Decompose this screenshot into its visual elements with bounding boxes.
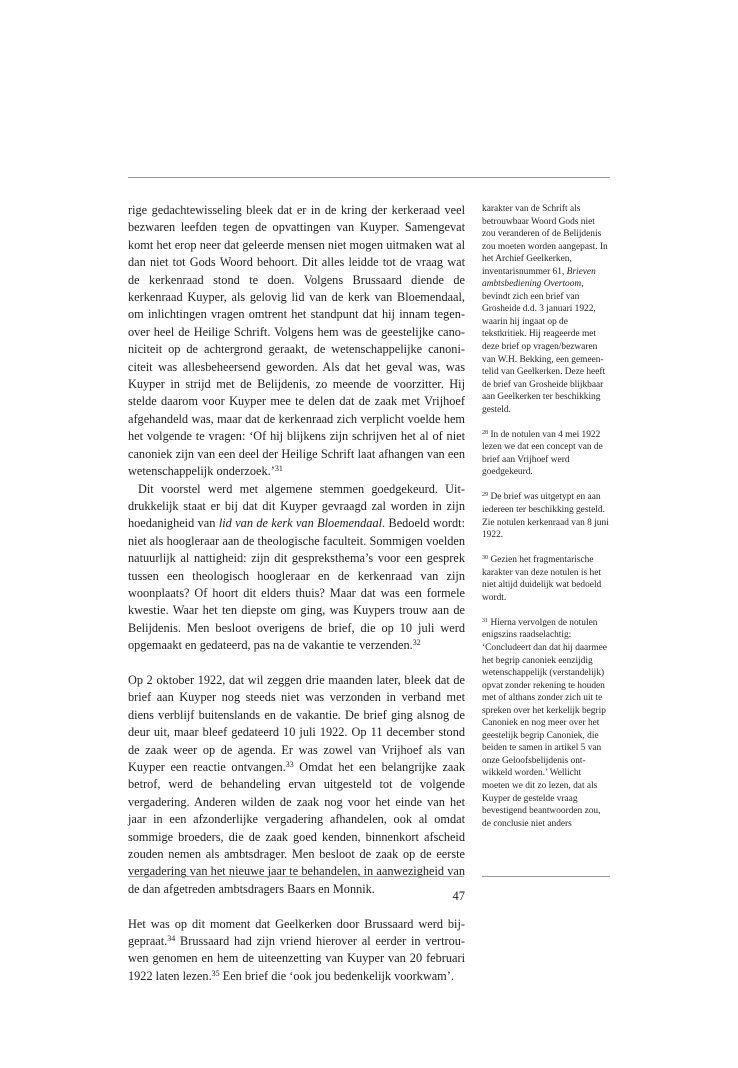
footnote-ref: 32: [412, 638, 421, 648]
footnote-number: 31: [482, 617, 489, 624]
footer-rule-side: [482, 876, 610, 877]
footnote-number: 28: [482, 429, 489, 436]
paragraph: Het was op dit moment dat Geelkerken door Brussaard werd bijgepraat.$^{34}$ Brussaard had zijn vriend hierover al eerder in vertrouwen genomen en hem de uiteenzetting van Kuyper van 20 februari 1922 laten lezen.$^{35}$ Een brief die ‘ook jou bedenkelijk voorkwam’.: [128, 916, 465, 983]
footnote-ref: 31: [274, 464, 283, 474]
footnote-ref: 34: [167, 934, 176, 944]
paragraph: rige gedachtewisseling bleek dat er in de kring der kerkeraad veel bezwaren leefden tegen de opvattingen van Kuyper. Samengevat komt het erop neer dat geleerde mensen niet mogen uitmaken wat al dan niet tot Gods Woord behoort. Dit alles leidde tot de vraag wat de kerkenraad stond te doen. Volgens Brussaard diende de kerkenraad Kuyper, als gelovig lid van de kerk van Bloemendaal, om inlichtingen vragen omtrent het standpunt dat hij innam tegenover heel de Heilige Schrift. Volgens hem was de geestelijke canoniciteit op de achtergrond geraakt, de wetenschappelijke canoniciteit was allesbeheersend geworden. Als dat het geval was, was Kuyper in strijd met de Belijdenis, zo meende de voorzitter. Hij stelde daarom voor Kuyper mee te delen dat de zaak met Vrijhoef afgehandeld was, maar dat de kerkenraad zich verplicht voelde hem het volgende te vragen: ‘Of hij blijkens zijn schrijven het al of niet canoniek zijn van een deel der Heilige Schrift laat afhangen van een wetenschappelijk onderzoek.’$^{31}$: [128, 203, 465, 479]
paragraph: Dit voorstel werd met algemene stemmen goedgekeurd. Uitdrukkelijk staat er bij dat dit Kuyper gevraagd zal worden in zijn hoedanigheid van lid van de kerk van Bloemendaal. Bedoeld wordt: niet als hoogleraar aan de theologische faculteit. Sommigen voelden natuurlijk al nattigheid: zijn dit gespreksthema’s voor een gesprek tussen een theologisch hoogleraar en de kerkenraad van zijn woonplaats? Of hoort dit elders thuis? Maar dat was een formele kwestie. Waar het ten diepste om ging, was Kuypers trouw aan de Belijdenis. Men besloot overigens de brief, die op 10 juli werd opgemaakt en gedateerd, pas na de vakantie te verzenden.$^{32}$: [128, 481, 465, 653]
footer-rule-main: [128, 876, 464, 877]
main-text-column: [128, 202, 465, 985]
header-rule: [128, 177, 610, 178]
footnote-number: 29: [482, 492, 489, 499]
footnote: $^{31}$ Hierna vervolgen de notulen enigszins raadselachtig: ‘Concludeert dan dat hij daarmee het begrip canoniek eenzijdig wetenschappelijk (verstandelijk) opvat zonder rekening te houden met of althans zonder zich uit te spreken over het kerkelijk begrip Canoniek en nog meer over het geestelijk begrip Canoniek, die beiden te samen in artikel 5 van onze Geloofsbelijdenis ontwikkeld worden.’ Wellicht moeten we dit zo lezen, dat als Kuyper de gestelde vraag bevestigend beantwoorden zou, de conclusie niet anders: [482, 617, 607, 829]
footnote: $^{30}$ Gezien het fragmentarische karakter van deze notulen is het niet altijd duidelijk wat bedoeld wordt.: [482, 555, 602, 603]
footnote-ref: 35: [211, 968, 220, 978]
footnote: $^{28}$ In de notulen van 4 mei 1922 lezen we dat een concept van de brief aan Vrijhoef werd goedgekeurd.: [482, 429, 603, 478]
footnote: $^{29}$ De brief was uitgetypt en aan iedereen ter beschikking gesteld. Zie notulen kerkenraad van 8 juni 1922.: [482, 492, 609, 541]
footnote-continued: karakter van de Schrift als betrouwbaar Woord Gods niet zou veranderen of de Belijdenis zou moeten worden aangepast. In het Archief Geelkerken, inventarisnummer 61, Brieven ambtsbediening Overtoom, bevindt zich een brief van Grosheide d.d. 3 januari 1922, waarin hij ingaat op de tekstkritiek. Hij reageerde met deze brief op vragen/bezwaren van W.H. Bekking, een gemeentelid van Geelkerken. Deze heeft de brief van Grosheide blijkbaar aan Geelkerken ter beschikking gesteld.: [482, 204, 608, 415]
page-number: 47: [452, 889, 465, 903]
footnote-number: 30: [482, 555, 489, 562]
paragraph: Op 2 oktober 1922, dat wil zeggen drie maanden later, bleek dat de brief aan Kuyper nog steeds niet was verzonden in verband met diens verblijf buitenslands en de vakantie. De brief ging alsnog de deur uit, maar bleef gedateerd 10 juli 1922. Op 11 december stond de zaak weer op de agenda. Er was zowel van Vrijhoef als van Kuyper een reactie ontvangen.$^{33}$ Omdat het een belangrijke zaak betrof, werd de behandeling ervan uitgesteld tot de volgende vergadering. Anderen wilden de zaak nog voor het einde van het jaar in een afzonderlijke vergadering afhandelen, ook al omdat sommige broeders, die de zaak goed kenden, binnenkort afscheid zouden nemen als ambtsdrager. Men besloot de zaak op de eerste vergadering van het nieuwe jaar te behandelen, in aanwezigheid van de dan afgetreden ambtsdragers Baars en Monnik.: [128, 672, 465, 896]
footnote-ref: 33: [285, 760, 294, 769]
footnotes-column: [482, 203, 610, 830]
